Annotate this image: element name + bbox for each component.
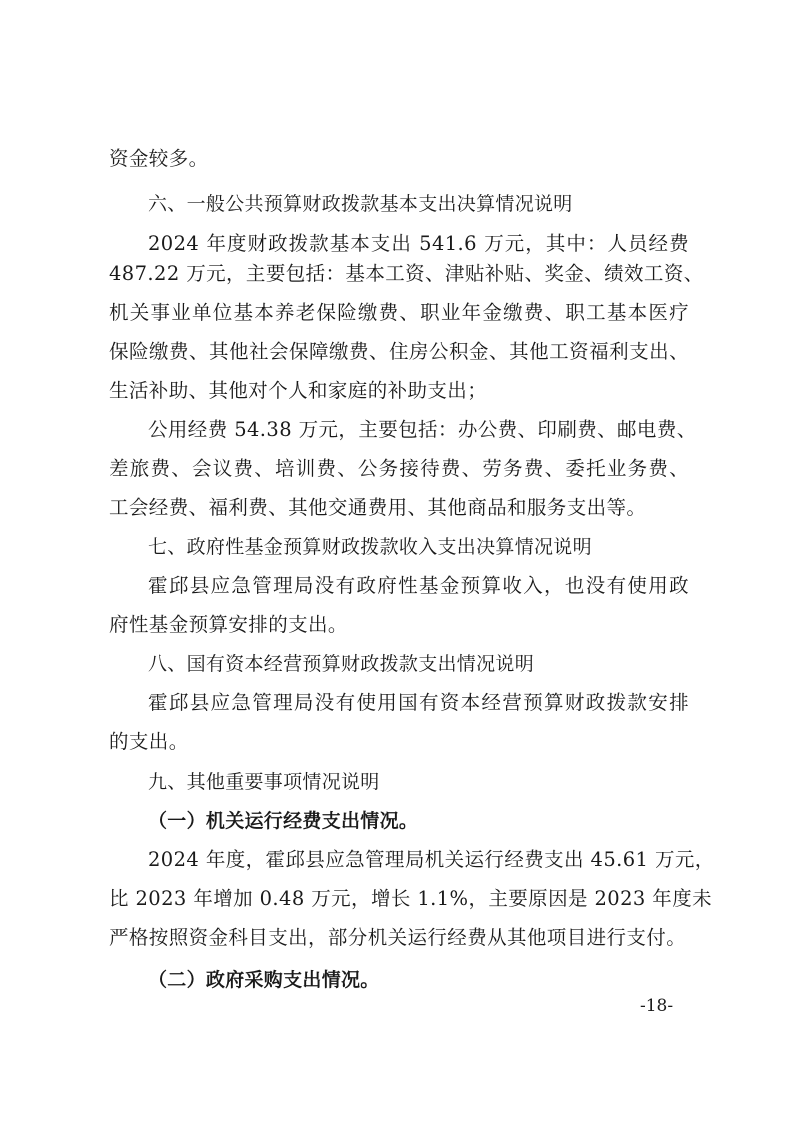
body-text-line: 487.22 万元，主要包括：基本工资、津贴补贴、奖金、绩效工资、 bbox=[109, 262, 704, 285]
body-text-line: 霍邱县应急管理局没有政府性基金预算收入，也没有使用政 bbox=[148, 574, 689, 597]
body-text-line: 2024 年度财政拨款基本支出 541.6 万元，其中：人员经费 bbox=[148, 232, 689, 255]
page-number: -18- bbox=[640, 996, 674, 1016]
subsection-heading-2: （二）政府采购支出情况。 bbox=[148, 969, 380, 991]
body-text-line: 的支出。 bbox=[109, 730, 189, 753]
section-heading-7: 七、政府性基金预算财政拨款收入支出决算情况说明 bbox=[148, 536, 592, 558]
body-text-line: 比 2023 年增加 0.48 万元，增长 1.1%，主要原因是 2023 年度未 bbox=[109, 887, 712, 910]
body-text-line: 资金较多。 bbox=[109, 147, 209, 170]
section-heading-8: 八、国有资本经营预算财政拨款支出情况说明 bbox=[148, 653, 535, 675]
body-text-line: 保险缴费、其他社会保障缴费、住房公积金、其他工资福利支出、 bbox=[109, 340, 689, 363]
body-text-line: 差旅费、会议费、培训费、公务接待费、劳务费、委托业务费、 bbox=[109, 457, 689, 480]
body-text-line: 机关事业单位基本养老保险缴费、职业年金缴费、职工基本医疗 bbox=[109, 301, 689, 324]
section-heading-6: 六、一般公共预算财政拨款基本支出决算情况说明 bbox=[148, 193, 573, 215]
body-text-line: 府性基金预算安排的支出。 bbox=[109, 613, 348, 636]
body-text-line: 严格按照资金科目支出，部分机关运行经费从其他项目进行支付。 bbox=[109, 926, 687, 949]
section-heading-9: 九、其他重要事项情况说明 bbox=[148, 771, 380, 793]
body-text-line: 霍邱县应急管理局没有使用国有资本经营预算财政拨款安排 bbox=[148, 691, 689, 714]
subsection-heading-1: （一）机关运行经费支出情况。 bbox=[148, 810, 419, 832]
body-text-line: 工会经费、福利费、其他交通费用、其他商品和服务支出等。 bbox=[109, 496, 647, 519]
body-text-line: 2024 年度，霍邱县应急管理局机关运行经费支出 45.61 万元， bbox=[148, 848, 715, 871]
body-text-line: 生活补助、其他对个人和家庭的补助支出； bbox=[109, 379, 488, 402]
body-text-line: 公用经费 54.38 万元，主要包括：办公费、印刷费、邮电费、 bbox=[148, 418, 697, 441]
